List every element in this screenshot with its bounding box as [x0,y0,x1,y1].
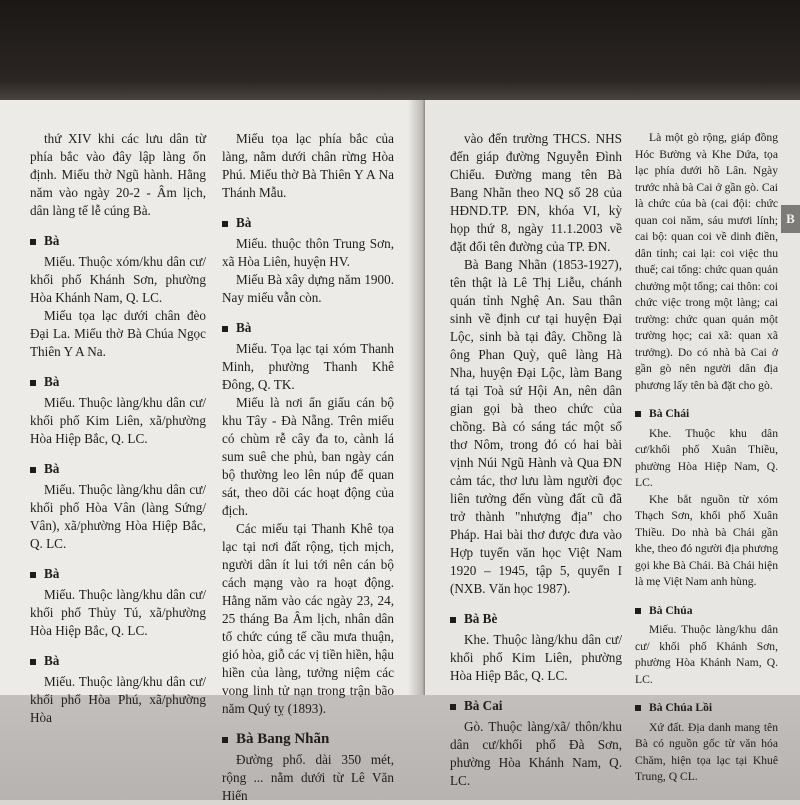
paragraph: Khe bắt nguồn từ xóm Thạch Sơn, khối phố Xuân Thiều. Do nhà bà Chái gần khe, theo đó người địa phương gọi khe Bà Chái. Bà Chái hiện là mẹ Việt Nam anh hùng. [635,492,778,588]
paragraph: thứ XIV khi các lưu dân từ phía bắc vào đây lập làng ổn định. Miếu thờ Ngũ hành. Hằng năm vào ngày 20-2 - Âm lịch, dân làng tế lễ cúng Bà. [30,131,206,218]
entry-heading: Bà [222,319,394,337]
paragraph: Miếu. Thuộc làng/khu dân cư/ khối phố Thủy Tú, xã/phường Hòa Hiệp Bắc, Q. LC. [30,587,206,638]
bullet-icon [30,467,36,473]
entry-heading: Bà [30,460,206,478]
bullet-icon [30,239,36,245]
paragraph: Xứ đất. Địa danh mang tên Bà có nguồn gốc từ văn hóa Chăm, hiện tọa lạc tại Khuê Trung, Q CL. [635,720,778,783]
bullet-icon [635,705,641,711]
entry-heading: Bà [30,652,206,670]
entry-heading: Bà [30,232,206,250]
bullet-icon [222,737,228,743]
bullet-icon [30,659,36,665]
paragraph: vào đến trường THCS. NHS đến giáp đường Nguyễn Đình Chiểu. Đường mang tên Bà Bang Nhãn theo NQ số 28 của HĐND.TP. ĐN, khóa VI, kỳ họp thứ 8, ngày 11.1.2003 về đặt đổi tên đường của TP. ĐN. [450,131,622,254]
paragraph: Miếu tọa lạc phía bắc của làng, nằm dưới chân rừng Hòa Phú. Miếu thờ Bà Thiên Y A Na Thánh Mẫu. [222,131,394,200]
bullet-icon [450,617,456,623]
entry-heading: Bà Chúa [635,603,778,620]
paragraph: Miếu. Thuộc làng/khu dân cư/ khối phố Kim Liên, xã/phường Hòa Hiệp Bắc, Q. LC. [30,395,206,446]
left-page-column-1 [30,130,206,727]
bullet-icon [30,380,36,386]
bullet-icon [635,411,641,417]
paragraph: Miếu. Thuộc làng/khu dân cư/ khối phố Hòa Vân (làng Sứng/ Vân), xã/phường Hòa Hiệp Bắc, Q. LC. [30,482,206,551]
paragraph: Các miếu tại Thanh Khê tọa lạc tại nơi đất rộng, tịch mịch, người dân ít lui tới nên cán bộ cách mạng vào ra hoạt động. Hằng năm vào các ngày 23, 24, 25 tháng Ba Âm lịch, nhân dân tổ chức cúng tế cầu mưa thuận, gió hòa, giỗ các vị tiền hiền, hậu hiền của làng, tưởng niệm các vong linh tử nạn trong trận bão năm Quý tỵ (1893). [222,521,394,716]
left-page-column-2 [222,130,394,805]
bullet-icon [30,572,36,578]
paragraph: Miếu. Thuộc làng/khu dân cư/ khối phố Hòa Phú, xã/phường Hòa [30,674,206,725]
section-tab: B [781,205,800,233]
left-page [0,100,422,803]
paragraph: Đường phố. dài 350 mét, rộng ... nằm dưới từ Lê Văn Hiến [222,752,394,803]
paragraph: Miếu Bà xây dựng năm 1900. Nay miếu vẫn còn. [222,272,394,305]
bullet-icon [222,221,228,227]
bullet-icon [450,704,456,710]
right-page [425,100,800,788]
entry-heading: Bà Bè [450,610,622,628]
entry-heading: Bà Bang Nhãn [222,730,394,748]
paragraph: Miếu. Thuộc làng/khu dân cư/ khối phố Khánh Sơn, phường Hòa Khánh Nam, Q. LC. [635,623,778,686]
background-shadow [0,0,800,100]
entry-heading: Bà Chái [635,406,778,423]
bullet-icon [222,326,228,332]
paragraph: Miếu. Thuộc xóm/khu dân cư/ khối phố Khánh Sơn, phường Hòa Khánh Nam, Q. LC. [30,254,206,305]
paragraph: Khe. Thuộc làng/khu dân cư/ khối phố Kim Liên, phường Hòa Hiệp Bắc, Q. LC. [450,632,622,683]
paragraph: Miếu. thuộc thôn Trung Sơn, xã Hòa Liên, huyện HV. [222,236,394,269]
paragraph: Khe. Thuộc khu dân cư/khối phố Xuân Thiều, phường Hòa Hiệp Nam, Q. LC. [635,426,778,489]
entry-heading: Bà Chúa Lồi [635,700,778,717]
right-page-column-1 [450,130,622,790]
paragraph: Miếu là nơi ẩn giấu cán bộ khu Tây - Đà Nẵng. Trên miếu có chùm rễ cây đa to, cành lá sum suê che phủ, ban ngày cán bộ thường leo lên núp để quan sát, theo dõi các hoạt động của địch. [222,395,394,518]
right-page-column-2 [635,130,778,786]
entry-heading: Bà Cai [450,697,622,715]
paragraph: Là một gò rộng, giáp đồng Hóc Bường và Khe Dứa, tọa lạc phía dưới hồ Lân. Ngày trước nhà bà Cai ở gần gò. Cai là chức của bà (cai đội: chức quan coi năm, sáu mươi lính; cai bộ: quan coi về dinh điền, dân tỉnh; cai lại: coi việc thu thuế; cai tổng: chức quan quản chưởng một tổng; cai thôn: coi chức việc trong một làng; cai trường: chức quan quản một trường học; cai xã: quan xã trưởng). Do có nhà bà Cai ở gần gò nên người dân địa phương lấy tên bà đặt cho gò. [635,131,778,392]
entry-heading: Bà [222,214,394,232]
paragraph: Gò. Thuộc làng/xã/ thôn/khu dân cư/khối phố Đà Sơn, phường Hòa Khánh Nam, Q. LC. [450,719,622,788]
entry-heading: Bà [30,373,206,391]
paragraph: Miếu tọa lạc dưới chân đèo Đại La. Miếu thờ Bà Chúa Ngọc Thiên Y A Na. [30,308,206,359]
paragraph: Miếu. Tọa lạc tại xóm Thanh Minh, phường Thanh Khê Đông, Q. TK. [222,341,394,392]
entry-heading: Bà [30,565,206,583]
bullet-icon [635,608,641,614]
paragraph: Bà Bang Nhãn (1853-1927), tên thật là Lê Thị Liễu, chánh quán tỉnh Nghệ An. Sau thân sinh về định cư tại huyện Đại Lộc, sinh bà tại đây. Chồng là ông Phan Quỳ, quê làng Hà Nha, huyện Đại Lộc, làm Bang tá tại Toà sứ Hội An, nên dân gian gọi bà theo chức của chồng. Bà có sáng tác một số thơ Nôm, trong đó có hai bài vịnh Núi Ngũ Hành và Qua ĐN cảm tác, thơ lưu làm người đọc liên tưởng đến vùng đất cũ đã trở thành "nhượng địa" cho Pháp. Hai bài thơ được đưa vào Hợp tuyển văn học Việt Nam 1920 – 1945, tập 5, quyển I (NXB. Văn học 1987). [450,257,622,596]
